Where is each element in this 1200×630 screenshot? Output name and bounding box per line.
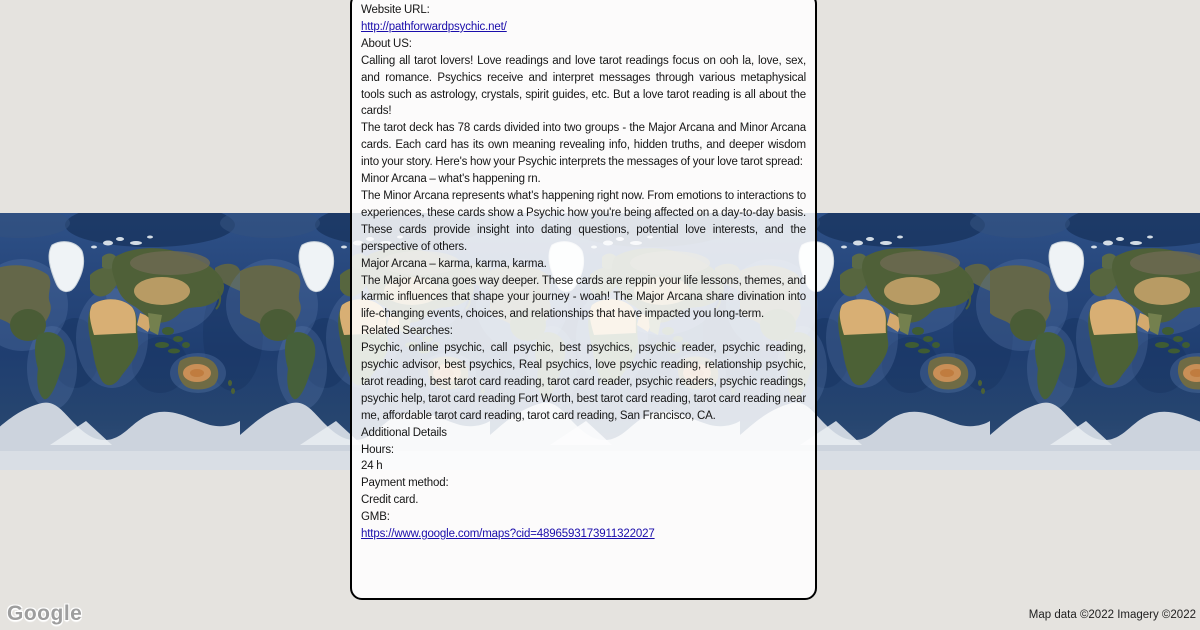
- card-label: Website URL:: [361, 4, 430, 16]
- card-paragraph: Psychic, online psychic, call psychic, best psychics, psychic reader, psychic reading, psychic advisor, best psychics, Real psychics, love psychic reading, relationship psychic, tarot reading, best tarot card reading, tarot card reader, psychic readers, psychic readings, psychic help, tarot card reading Fort Worth, best tarot card reading, tarot card reading near me, affordable tarot card reading, tarot card reading, San Francisco, CA.: [361, 342, 806, 422]
- google-logo[interactable]: Google: [7, 602, 83, 625]
- card-paragraph: Minor Arcana – what's happening rn.: [361, 173, 541, 186]
- card-paragraph: Credit card.: [361, 494, 419, 507]
- card-paragraph: Major Arcana – karma, karma, karma.: [361, 257, 547, 270]
- card-paragraph: 24 h: [361, 460, 383, 473]
- card-content: [361, 2, 806, 543]
- card-label: GMB:: [361, 511, 390, 524]
- card-paragraph: The tarot deck has 78 cards divided into two groups - the Major Arcana and Minor Arcana cards. Each card has its own meaning revealing info, hidden truths, and deeper wisdom into your story. Here's how your Psychic interprets the messages of your love tarot spread:: [361, 122, 806, 169]
- card-paragraph: Calling all tarot lovers! Love readings and love tarot readings focus on ooh la, love, sex, and romance. Psychics receive and interpret messages through various metaphysical tools such as astrology, crystals, spirit guides, etc. But a love tarot reading is all about the cards!: [361, 54, 806, 118]
- card-label: About US:: [361, 37, 412, 50]
- business-info-card: [350, 0, 817, 600]
- card-paragraph: The Minor Arcana represents what's happening right now. From emotions to interactions to experiences, these cards show a Psychic how you're being affected on a day-to-day basis. These cards provide insight into dating questions, potential love interests, and the perspective of others.: [361, 189, 806, 253]
- card-label: Related Searches:: [361, 325, 453, 338]
- map-attribution: Map data ©2022 Imagery ©2022: [1028, 609, 1196, 621]
- card-link[interactable]: http://pathforwardpsychic.net/: [361, 20, 507, 33]
- card-label: Hours:: [361, 443, 394, 456]
- card-paragraph: The Major Arcana goes way deeper. These cards are reppin your life lessons, themes, and karmic influences that shape your journey - woah! The Major Arcana share divination into life-changing events, choices, and relationships that have impacted you long-term.: [361, 274, 806, 321]
- card-label: Additional Details: [361, 426, 447, 439]
- card-link[interactable]: https://www.google.com/maps?cid=4896593173911322027: [361, 528, 655, 541]
- card-label: Payment method:: [361, 477, 449, 490]
